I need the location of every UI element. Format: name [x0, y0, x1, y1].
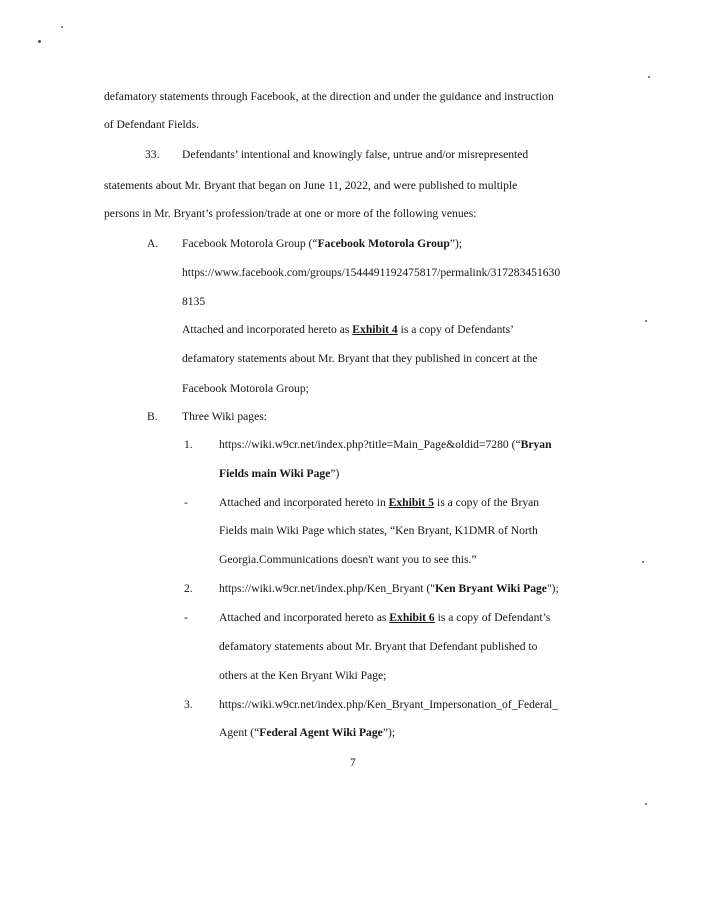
- defined-term: Fields main Wiki Page: [219, 467, 331, 480]
- scan-speck: [648, 76, 650, 78]
- text-run: ”): [330, 467, 340, 480]
- url-line: 8135: [182, 295, 206, 308]
- paragraph-line: persons in Mr. Bryant’s profession/trade at one or more of the following venues:: [104, 207, 477, 220]
- text-run: ”);: [449, 237, 463, 250]
- paragraph-line: defamatory statements through Facebook, at the direction and under the guidance and instruction: [104, 90, 554, 103]
- defined-term: Bryan: [520, 438, 552, 451]
- text-run: Agent (“: [219, 726, 260, 739]
- list-item-line: [219, 468, 339, 480]
- list-item-line: Fields main Wiki Page which states, “Ken Bryant, K1DMR of North: [219, 524, 538, 537]
- list-item-line: Facebook Motorola Group;: [182, 382, 309, 395]
- scan-speck: [61, 26, 63, 28]
- text-run: is a copy of Defendants’: [397, 323, 514, 336]
- paragraph-line: statements about Mr. Bryant that began on June 11, 2022, and were published to multiple: [104, 179, 518, 192]
- list-item-line: [219, 583, 559, 595]
- url-line: https://wiki.w9cr.net/index.php/Ken_Bryant_Impersonation_of_Federal_: [219, 698, 559, 711]
- text-run: Attached and incorporated hereto as: [219, 611, 390, 624]
- scan-speck: [645, 803, 647, 805]
- list-item-line: [182, 238, 462, 250]
- text-run: https://wiki.w9cr.net/index.php?title=Main_Page&oldid=7280 (“: [219, 438, 521, 451]
- page-number: 7: [350, 756, 356, 769]
- exhibit-reference: Exhibit 4: [352, 323, 398, 336]
- list-marker: -: [184, 496, 188, 509]
- defined-term: Facebook Motorola Group: [317, 237, 450, 250]
- paragraph-number: 33.: [145, 148, 160, 161]
- text-run: is a copy of the Bryan: [434, 496, 540, 509]
- text-run: Attached and incorporated hereto in: [219, 496, 389, 509]
- list-item-line: [219, 612, 550, 624]
- defined-term: Ken Bryant Wiki Page: [434, 582, 547, 595]
- list-item-line: [219, 497, 539, 509]
- text-run: ”);: [382, 726, 396, 739]
- exhibit-reference: Exhibit 5: [388, 496, 435, 509]
- list-marker: 1.: [184, 438, 193, 451]
- list-marker: B.: [147, 410, 158, 423]
- paragraph-line: of Defendant Fields.: [104, 118, 199, 131]
- text-run: ");: [546, 582, 559, 595]
- scan-speck: [645, 320, 647, 322]
- list-item-line: Georgia.Communications doesn't want you to see this.”: [219, 553, 477, 566]
- text-run: is a copy of Defendant’s: [434, 611, 551, 624]
- list-item-line: defamatory statements about Mr. Bryant that Defendant published to: [219, 640, 538, 653]
- list-item-line: others at the Ken Bryant Wiki Page;: [219, 669, 387, 682]
- scan-speck: [642, 561, 644, 563]
- text-run: Facebook Motorola Group (“: [182, 237, 318, 250]
- list-item-line: [219, 439, 552, 451]
- list-item-line: [182, 324, 514, 336]
- url-line: https://www.facebook.com/groups/1544491192475817/permalink/317283451630: [182, 266, 561, 279]
- list-marker: -: [184, 611, 188, 624]
- list-item-line: defamatory statements about Mr. Bryant that they published in concert at the: [182, 352, 538, 365]
- list-marker: A.: [147, 237, 159, 250]
- list-item-line: Three Wiki pages:: [182, 410, 267, 423]
- list-marker: 2.: [184, 582, 193, 595]
- text-run: Attached and incorporated hereto as: [182, 323, 353, 336]
- list-item-line: [219, 727, 395, 739]
- text-run: https://wiki.w9cr.net/index.php/Ken_Bryant (": [219, 582, 435, 595]
- defined-term: Federal Agent Wiki Page: [259, 726, 383, 739]
- exhibit-reference: Exhibit 6: [389, 611, 435, 624]
- paragraph-line: Defendants’ intentional and knowingly false, untrue and/or misrepresented: [182, 148, 529, 161]
- scan-speck: [38, 40, 41, 43]
- list-marker: 3.: [184, 698, 193, 711]
